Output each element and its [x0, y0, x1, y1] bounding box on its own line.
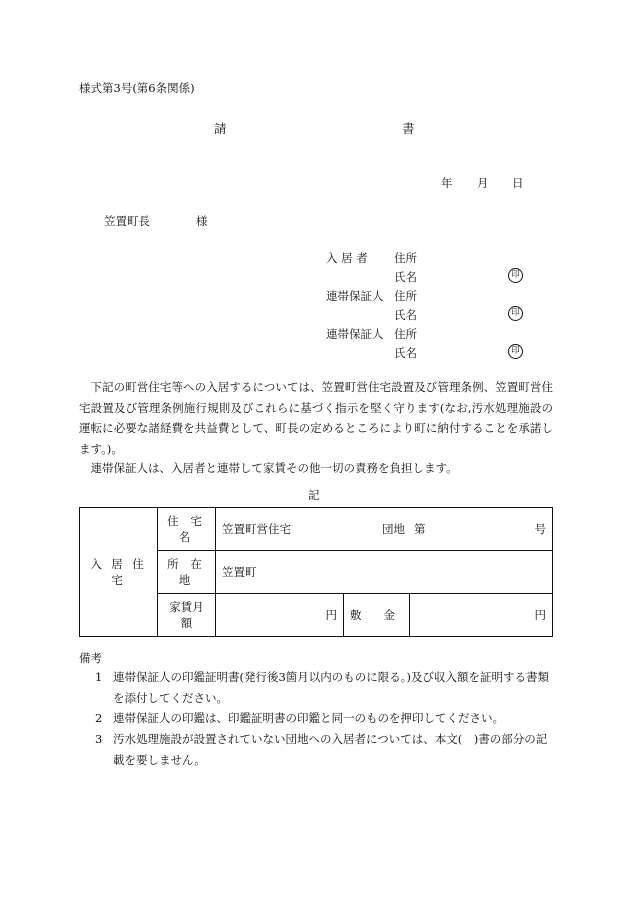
note-text: 連帯保証人の印鑑証明書(発行後3箇月以内のものに限る。)及び収入額を証明する書類を添付してください。 — [113, 670, 550, 705]
note-item — [95, 667, 552, 708]
form-number: 様式第3号(第6条関係) — [79, 81, 195, 95]
addressee-name: 笠置町長 — [104, 214, 150, 228]
rent-unit: 円 — [216, 594, 344, 637]
date-day-label: 日 — [512, 176, 524, 190]
deposit-unit: 円 — [410, 594, 553, 637]
housing-name-label: 住 宅 名 — [158, 508, 216, 551]
deposit-label-2: 金 — [383, 608, 395, 622]
party-role-guarantor: 連帯保証人 — [326, 289, 384, 303]
ki-heading: 記 — [308, 488, 320, 502]
party-name-label: 氏名 — [394, 270, 417, 284]
addressee-honorific: 様 — [196, 214, 208, 228]
title-char-left: 請 — [214, 121, 227, 136]
main-label: 入 居 住 宅 — [80, 508, 158, 637]
party-role-guarantor: 連帯保証人 — [326, 327, 384, 341]
seal-icon: 印 — [508, 268, 523, 283]
note-item — [95, 708, 552, 729]
deposit-label-cell — [344, 594, 410, 637]
housing-table — [79, 507, 553, 637]
location-value: 笠置町 — [216, 551, 553, 594]
note-number: 2 — [95, 711, 103, 725]
notes-heading: 備考 — [79, 651, 102, 665]
deposit-label-1: 敷 — [350, 608, 362, 622]
dai-label: 第 — [414, 522, 426, 536]
note-item — [95, 729, 552, 770]
note-number: 1 — [95, 670, 103, 684]
housing-name-value: 笠置町営住宅 — [222, 522, 291, 536]
party-address-label: 住所 — [394, 327, 417, 341]
party-address-label: 住所 — [394, 251, 417, 265]
danchi-label: 団地 — [382, 522, 405, 536]
note-number: 3 — [95, 732, 103, 746]
party-role-tenant: 入 居 者 — [326, 251, 368, 265]
seal-icon: 印 — [508, 306, 523, 321]
housing-name-cell — [216, 508, 553, 551]
party-address-label: 住所 — [394, 289, 417, 303]
body-paragraph-2: 連帯保証人は、入居者と連帯して家賃その他一切の責務を負担します。 — [90, 461, 458, 475]
party-name-label: 氏名 — [394, 346, 417, 360]
location-label: 所 在 地 — [158, 551, 216, 594]
date-year-label: 年 — [441, 176, 453, 190]
rent-label: 家賃月額 — [158, 594, 216, 637]
body-paragraph-1: 下記の町営住宅等への入居するについては、笠置町営住宅設置及び管理条例、笠置町営住宅設置及び管理条例施行規則及びこれらに基づく指示を堅く守ります(なお,汚水処理施設の運転に必要な諸経費を共益費として、町長の定めるところにより町に納付することを承諾します。)。 — [79, 380, 553, 456]
date-month-label: 月 — [477, 176, 489, 190]
seal-icon: 印 — [508, 344, 523, 359]
note-text: 汚水処理施設が設置されていない団地への入居者については、本文( )書の部分の記載を要しません。 — [113, 732, 548, 767]
party-name-label: 氏名 — [394, 308, 417, 322]
note-text: 連帯保証人の印鑑は、印鑑証明書の印鑑と同一のものを押印してください。 — [113, 711, 504, 725]
go-label: 号 — [534, 522, 546, 536]
title-char-right: 書 — [402, 121, 415, 136]
